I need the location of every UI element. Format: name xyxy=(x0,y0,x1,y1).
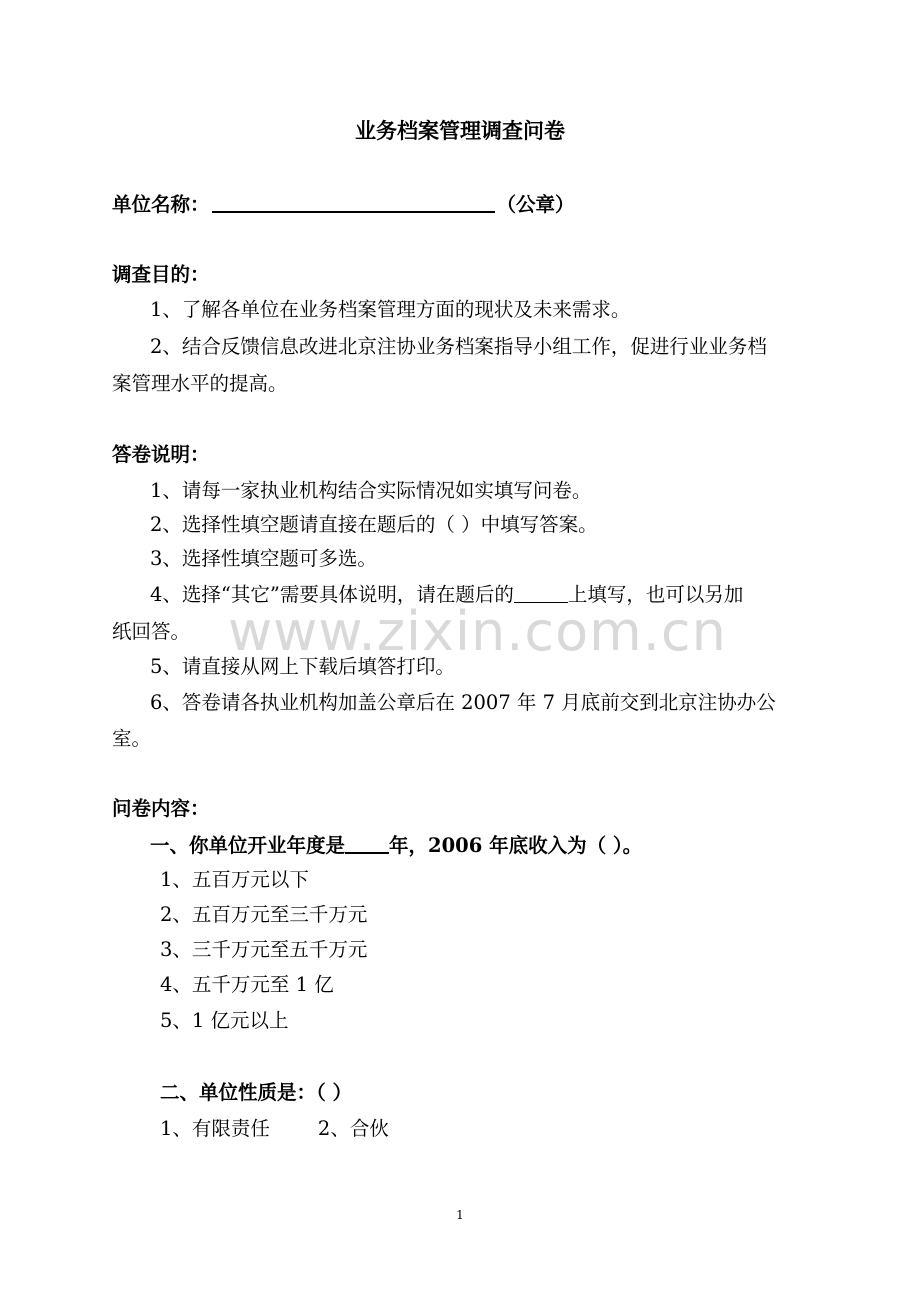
seal-label: （公章） xyxy=(496,193,575,216)
q1-option-3: 3、三千万元至五千万元 xyxy=(160,938,368,961)
question-2: 二、单位性质是：（ ） xyxy=(160,1081,353,1104)
question-1-post: 年，2006 年底收入为（ ）。 xyxy=(389,834,643,857)
purpose-item-2-line-1: 2、结合反馈信息改进北京注协业务档案指导小组工作，促进行业业务档 xyxy=(150,335,767,358)
q1-option-4: 4、五千万元至 1 亿 xyxy=(160,973,334,996)
instruction-item-4-line-1 xyxy=(150,582,880,608)
watermark: www.zixin.com.cn xyxy=(228,600,727,663)
instruction-item-3: 3、选择性填空题可多选。 xyxy=(150,547,377,570)
q1-option-2: 2、五百万元至三千万元 xyxy=(160,903,368,926)
unit-name-blank[interactable] xyxy=(212,191,495,213)
instruction-item-4-post: 上填写，也可以另加 xyxy=(567,583,744,606)
instruction-item-4-pre: 4、选择“其它”需要具体说明，请在题后的 xyxy=(150,583,514,606)
instruction-item-1: 1、请每一家执业机构结合实际情况如实填写问卷。 xyxy=(150,479,592,502)
year-blank[interactable] xyxy=(345,832,389,854)
q1-option-1: 1、五百万元以下 xyxy=(160,868,309,891)
page-number: 1 xyxy=(456,1208,464,1222)
q2-option-2: 2、合伙 xyxy=(317,1117,389,1140)
unit-name-label: 单位名称： xyxy=(112,193,210,216)
purpose-heading: 调查目的： xyxy=(112,263,210,286)
question-1-pre: 一、你单位开业年度是 xyxy=(150,834,346,857)
q2-options xyxy=(160,1116,890,1142)
page-title: 业务档案管理调查问卷 xyxy=(355,118,565,143)
unit-name-row xyxy=(112,191,842,218)
q2-option-1: 1、有限责任 xyxy=(160,1117,270,1140)
instruction-item-6-line-2: 室。 xyxy=(112,727,152,750)
content-heading: 问卷内容： xyxy=(112,797,210,820)
q1-option-5: 5、1 亿元以上 xyxy=(160,1009,289,1032)
instructions-heading: 答卷说明： xyxy=(112,443,210,466)
instruction-blank xyxy=(514,582,568,603)
instruction-item-2: 2、选择性填空题请直接在题后的（ ）中填写答案。 xyxy=(150,513,598,536)
instruction-item-5: 5、请直接从网上下载后填答打印。 xyxy=(150,655,455,678)
purpose-item-1: 1、了解各单位在业务档案管理方面的现状及未来需求。 xyxy=(150,298,631,321)
instruction-item-4-line-2: 纸回答。 xyxy=(112,620,191,643)
purpose-item-2-line-2: 案管理水平的提高。 xyxy=(112,372,288,395)
instruction-item-6-line-1: 6、答卷请各执业机构加盖公章后在 2007 年 7 月底前交到北京注协办公 xyxy=(150,691,776,714)
question-1 xyxy=(150,832,880,859)
